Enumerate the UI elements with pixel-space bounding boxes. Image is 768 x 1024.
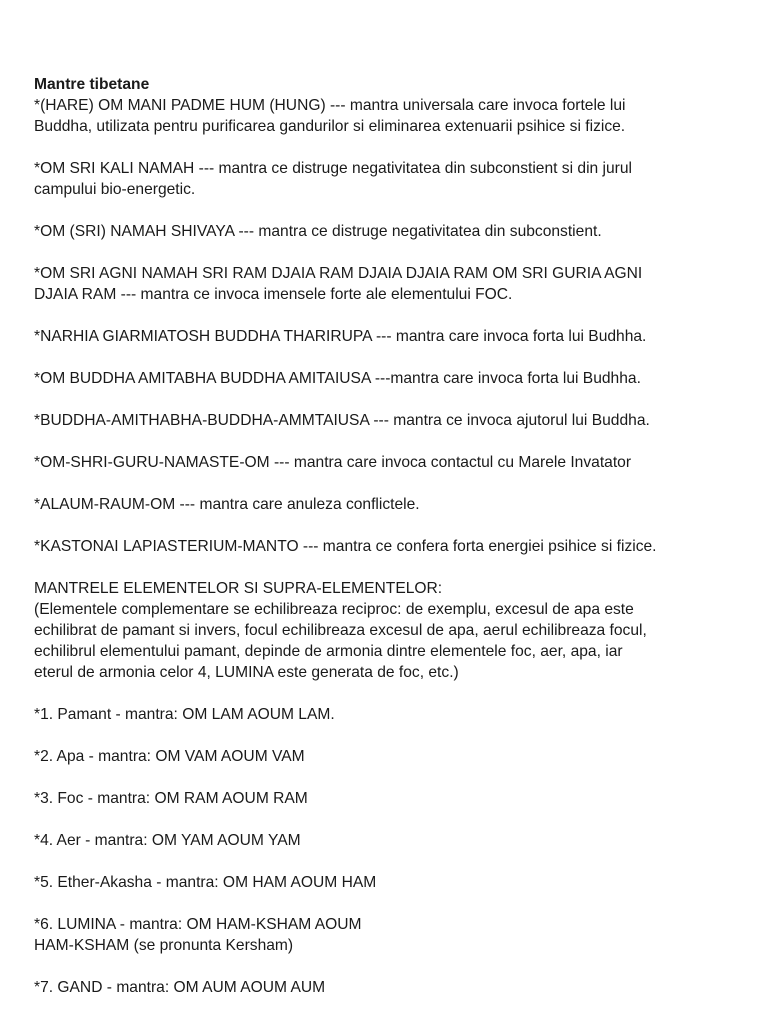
text-line: Buddha, utilizata pentru purificarea gandurilor si eliminarea extenuarii psihice si fizice. [34,118,626,135]
text-line: *7. GAND - mantra: OM AUM AOUM AUM [34,979,326,996]
text-line: *OM SRI KALI NAMAH --- mantra ce distruge negativitatea din subconstient si din jurul [34,160,633,177]
text-line: *OM-SHRI-GURU-NAMASTE-OM --- mantra care invoca contactul cu Marele Invatator [34,454,632,471]
text-line: *2. Apa - mantra: OM VAM AOUM VAM [34,748,305,765]
text-line: *1. Pamant - mantra: OM LAM AOUM LAM. [34,706,335,723]
list-item-gand [34,977,754,998]
text-line: eterul de armonia celor 4, LUMINA este generata de foc, etc.) [34,664,459,681]
text-line: echilibrat de pamant si invers, focul echilibreaza excesul de apa, aerul echilibreaza focul, [34,622,647,639]
text-line: *4. Aer - mantra: OM YAM AOUM YAM [34,832,301,849]
text-line: DJAIA RAM --- mantra ce invoca imensele forte ale elementului FOC. [34,286,513,303]
text-line: *OM (SRI) NAMAH SHIVAYA --- mantra ce distruge negativitatea din subconstient. [34,223,602,240]
list-item-aer [34,830,754,851]
text-line: *6. LUMINA - mantra: OM HAM-KSHAM AOUM [34,916,362,933]
paragraph-narhia-giarmiatosh [34,326,754,347]
paragraph-om-namah-shivaya [34,221,754,242]
text-line: (Elementele complementare se echilibreaza reciproc: de exemplu, excesul de apa este [34,601,634,618]
paragraph-alaum-raum-om [34,494,754,515]
text-line: *ALAUM-RAUM-OM --- mantra care anuleza conflictele. [34,496,420,513]
paragraph-om-mani-padme-hum [34,95,754,137]
paragraph-kastonai [34,536,754,557]
text-line: *BUDDHA-AMITHABHA-BUDDHA-AMMTAIUSA --- mantra ce invoca ajutorul lui Buddha. [34,412,650,429]
list-item-ether-akasha [34,872,754,893]
list-item-pamant [34,704,754,725]
paragraph-om-buddha-amitabha [34,368,754,389]
paragraph-buddha-amithabha [34,410,754,431]
text-line: *(HARE) OM MANI PADME HUM (HUNG) --- mantra universala care invoca fortele lui [34,97,626,114]
text-line: HAM-KSHAM (se pronunta Kersham) [34,937,294,954]
list-item-apa [34,746,754,767]
text-line: *3. Foc - mantra: OM RAM AOUM RAM [34,790,308,807]
text-line: campului bio-energetic. [34,181,196,198]
document-title: Mantre tibetane [34,76,150,93]
text-line: echilibrul elementului pamant, depinde de armonia dintre elementele foc, aer, apa, iar [34,643,623,660]
paragraph-om-shri-guru [34,452,754,473]
text-line: *5. Ether-Akasha - mantra: OM HAM AOUM HAM [34,874,377,891]
text-line: *NARHIA GIARMIATOSH BUDDHA THARIRUPA --- mantra care invoca forta lui Budhha. [34,328,647,345]
paragraph-mantrele-elementelor [34,578,754,683]
text-line: *KASTONAI LAPIASTERIUM-MANTO --- mantra ce confera forta energiei psihice si fizice. [34,538,657,555]
paragraph-om-sri-agni [34,263,754,305]
text-line: *OM BUDDHA AMITABHA BUDDHA AMITAIUSA ---mantra care invoca forta lui Budhha. [34,370,641,387]
list-item-lumina [34,914,754,956]
list-item-foc [34,788,754,809]
document-page [34,74,754,1019]
section-heading: MANTRELE ELEMENTELOR SI SUPRA-ELEMENTELOR: [34,580,443,597]
paragraph-om-sri-kali [34,158,754,200]
text-line: *OM SRI AGNI NAMAH SRI RAM DJAIA RAM DJAIA DJAIA RAM OM SRI GURIA AGNI [34,265,643,282]
